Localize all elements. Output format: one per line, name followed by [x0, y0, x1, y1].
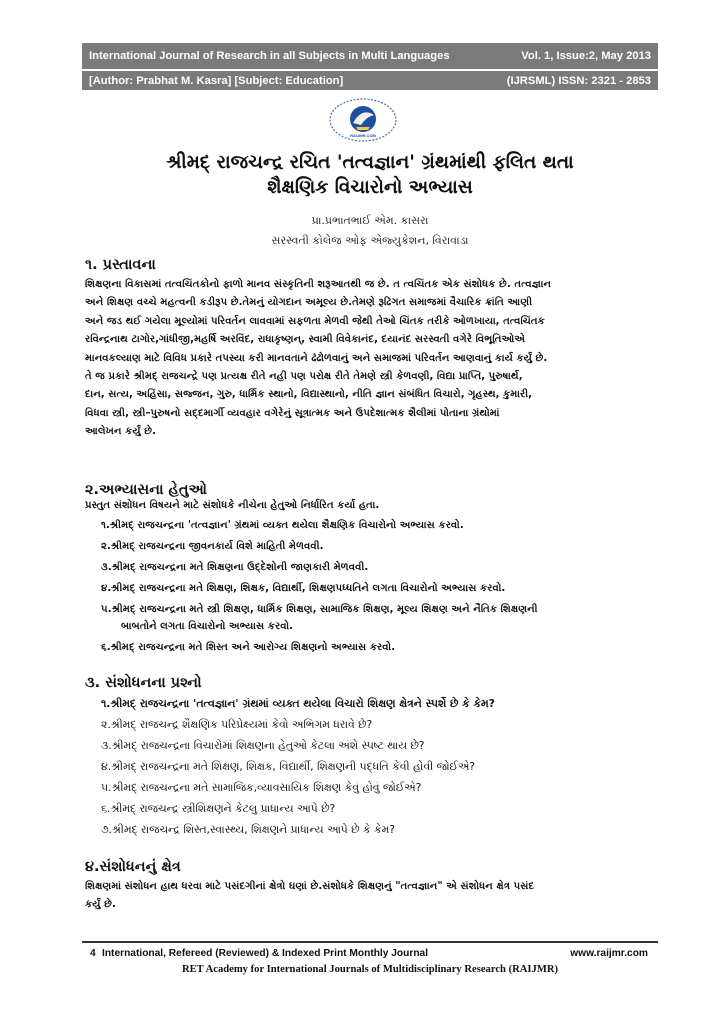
- section1-line: અને શિક્ષણ વચ્ચે મહત્વની કડીરૂપ છે.તેમનું યોગદાન અમૂલ્ય છે.તેમણે રૂઢિગત સમાજમાં વૈચારિક ક્રાંતિ આણી: [85, 297, 533, 309]
- section1-line: રવિન્દ્રનાથ ટાગોર,ગાંધીજી,મહર્ષિ અરવિંદ, રાધાકૃષ્ણન્, સ્વામી વિવેકાનંદ, દયાનંદ સરસ્વતી વગેરે વિભૂતિઓએ: [85, 334, 526, 346]
- section1-heading: ૧. પ્રસ્તાવના: [85, 257, 156, 273]
- header-bar-bottom: [82, 71, 658, 90]
- list-item: ૫.શ્રીમદ્ રાજચન્દ્રના મતે સામાજિક,વ્યાવસાયિક શિક્ષણ કેવું હોવું જોઈએ?: [101, 781, 422, 794]
- svg-text:RAIJMR.COM: RAIJMR.COM: [350, 133, 376, 138]
- section4-heading: ૪.સંશોધનનું ક્ષેત્ર: [85, 859, 181, 875]
- section1-line: દાન, સત્ય, અહિંસા, સજ્જન, ગુરુ, ધાર્મિક સ્થાનો, વિદ્યાસ્થાનો, નીતિ જ્ઞાન સંબંધિત વિચારો, ગૃહસ્થ, કુમારી,: [85, 389, 532, 401]
- issn: (IJRSML) ISSN: 2321 - 2853: [506, 74, 651, 87]
- section3-list: [85, 697, 650, 847]
- list-item: ૨.શ્રીમદ્ રાજચન્દ્રના જીવનકાર્ય વિશે માહિતી મેળવવી.: [101, 541, 324, 552]
- section4-body: [85, 878, 645, 915]
- section1-line: માનવકલ્યાણ માટે વિવિધ પ્રકારે તપસ્યા કરી માનવતાને ઢંઢોળવાનું અને સમાજમાં પરિવર્તન આણવાનું કાર્ય કર્યું છે.: [85, 352, 548, 364]
- list-item: ૪.શ્રીમદ્ રાજચન્દ્રના મતે શિક્ષણ, શિક્ષક, વિદ્યાર્થી, શિક્ષણની પદ્ધતિ કેવી હોવી જોઈએ?: [101, 760, 475, 773]
- section1-line: વિધવા સ્ત્રી, સ્ત્રી–પુરુષનો સદ્દમાર્ગી વ્યવહાર વગેરેનું સૂત્રાત્મક અને ઉપદેશાત્મક શૈલીમાં પોતાના ગ્રંથોમાં: [85, 407, 500, 419]
- page-number: 4: [90, 948, 96, 959]
- section2-intro: પ્રસ્તુત સંશોધન વિષયને માટે સંશોધકે નીચેના હેતુઓ નિર્ધારિત કર્યા હતા.: [85, 500, 380, 511]
- list-item-continuation: બાબતોને લગતા વિચારોનો અભ્યાસ કરવો.: [121, 621, 294, 632]
- section2-list: [85, 500, 650, 660]
- list-item: ૨.શ્રીમદ્ રાજચન્દ્ર શૈક્ષણિક પરિપ્રેક્ષ્યમાં કેવો અભિગમ ધરાવે છે?: [101, 718, 373, 731]
- list-item: ૬.શ્રીમદ્ રાજચન્દ્રના મતે શિસ્ત અને આરોગ્ય શિક્ષણનો અભ્યાસ કરવો.: [101, 642, 396, 653]
- journal-type: International, Refereed (Reviewed) & Indexed Print Monthly Journal: [102, 948, 429, 959]
- list-item: ૭.શ્રીમદ્ રાજચન્દ્ર શિસ્ત,સ્વાસ્થ્ય, શિક્ષણને પ્રાધાન્ય આપે છે કે કેમ?: [101, 823, 395, 836]
- list-item: ૪.શ્રીમદ્ રાજચન્દ્રના મતે શિક્ષણ, શિક્ષક, વિદ્યાર્થી, શિક્ષણપધ્ધતિને લગતા વિચારોનો અભ્યાસ કરવો.: [101, 583, 506, 594]
- author-subject: [Author: Prabhat M. Kasra] [Subject: Education]: [89, 74, 344, 87]
- section1-line: શિક્ષણના વિકાસમાં તત્વચિંતકોનો ફાળો માનવ સંસ્કૃતિની શરૂઆતથી જ છે. ત ત્વચિંતક એક સંશોધક છે. તત્વજ્ઞાન: [85, 279, 552, 290]
- list-item: ૧.શ્રીમદ્ રાજચન્દ્રના 'તત્વજ્ઞાન' ગ્રંથમાં વ્યક્ત થયેલા વિચારો શિક્ષણ ક્ષેત્રને સ્પર્શે છે કે કેમ?: [101, 697, 495, 710]
- author-name: પ્રા.પ્રભાતભાઈ એમ. કાસરા: [311, 214, 429, 227]
- header-bar-top: [82, 43, 658, 69]
- paper-title-line1: શ્રીમદ્ રાજચન્દ્ર રચિત 'તત્વજ્ઞાન' ગ્રંથમાંથી ફલિત થતા: [166, 152, 574, 173]
- author-affiliation: સરસ્વતી કોલેજ ઓફ એજ્યુકેશન, વિરાવાડા: [271, 234, 469, 247]
- paper-title-line2: શૈક્ષણિક વિચારોનો અભ્યાસ: [267, 177, 473, 198]
- volume-issue: Vol. 1, Issue:2, May 2013: [521, 50, 651, 62]
- list-item: ૫.શ્રીમદ્ રાજચન્દ્રના મતે સ્ત્રી શિક્ષણ, ધાર્મિક શિક્ષણ, સામાજિક શિક્ષણ, મૂલ્ય શિક્ષણ અને નૈતિક શિક્ષણની: [101, 604, 538, 615]
- website-link[interactable]: www.raijmr.com: [570, 948, 648, 959]
- section1-line: તે જ પ્રકારે શ્રીમદ્ રાજચન્દ્રે પણ પ્રત્યક્ષ રીતે નહી પણ પરોક્ષ રીતે તેમણે સ્ત્રી કેળવણી, વિદ્યા પ્રાપ્તિ, પુરુષાર્થ,: [85, 371, 523, 383]
- section1-line: અને જડ થઈ ગયેલા મૂલ્યોમાં પરિવર્તન લાવવામાં સફળતા મેળવી જેથી તેઓ ચિંતક તરીકે ઓળખાયા, તત્વચિંતક: [85, 315, 545, 327]
- academy-name: RET Academy for International Journals of Multidisciplinary Research (RAIJMR): [181, 964, 559, 975]
- list-item: ૩.શ્રીમદ્ રાજચન્દ્રના વિચારોમાં શિક્ષણના હેતુઓ કેટલા અંશે સ્પષ્ટ થાય છે?: [101, 739, 425, 752]
- section4-line: શિક્ષણમાં સંશોધન હાથ ધરવા માટે પસંદગીનાં ક્ષેત્રો ઘણાં છે.સંશોધકે શિક્ષણનું "તત્વજ્ઞાન" એ સંશોધન ક્ષેત્ર પસંદ: [85, 881, 535, 892]
- footer-divider: [82, 941, 658, 943]
- section2-heading: ૨.અભ્યાસના હેતુઓ: [85, 482, 207, 498]
- list-item: ૧.શ્રીમદ્ રાજચન્દ્રના 'તત્વજ્ઞાન' ગ્રંથમાં વ્યક્ત થયેલા શૈક્ષણિક વિચારોનો અભ્યાસ કરવો.: [101, 520, 464, 531]
- section4-line: કર્યું છે.: [85, 899, 116, 911]
- section1-line: આલેખન કર્યું છે.: [85, 426, 156, 438]
- section1-body: [85, 276, 645, 442]
- journal-logo-icon: [328, 97, 398, 143]
- list-item: ૬.શ્રીમદ્ રાજચન્દ્ર સ્ત્રીશિક્ષણને કેટલુ પ્રાધાન્ય આપે છે?: [101, 802, 336, 815]
- journal-name: International Journal of Research in all Subjects in Multi Languages: [89, 50, 450, 62]
- section3-heading: ૩. સંશોધનના પ્રશ્નો: [85, 675, 202, 691]
- list-item: ૩.શ્રીમદ્ રાજચન્દ્રના મતે શિક્ષણના ઉદ્દેશોની જાણકારી મેળવવી.: [101, 562, 369, 573]
